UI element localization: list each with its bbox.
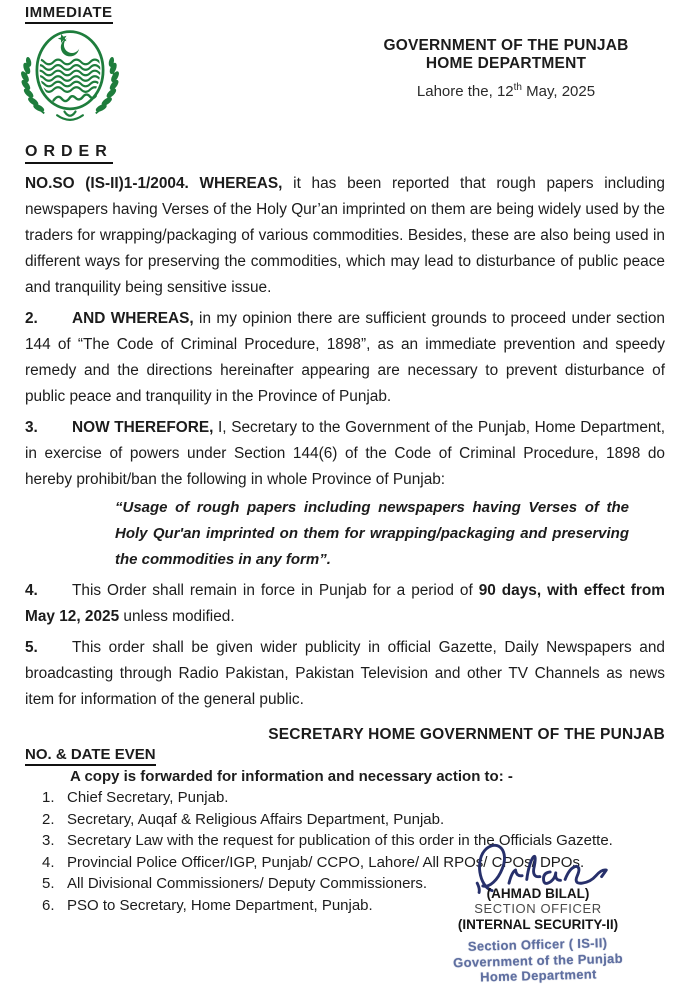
emblem-icon bbox=[13, 27, 127, 130]
case-number: NO.SO (IS-II)1-1/2004. WHEREAS, bbox=[25, 175, 283, 192]
org-name: GOVERNMENT OF THE PUNJAB bbox=[383, 37, 629, 54]
list-item: 5. All Divisional Commissioners/ Deputy Commissioners. bbox=[42, 875, 428, 892]
order-heading-label: ORDER bbox=[25, 143, 113, 164]
effective-period: 90 days, with effect from May 12, 2025 bbox=[25, 582, 665, 625]
paragraph-3: 3. NOW THEREFORE, I, Secretary to the Government of the Punjab, Home Department, in exercise of powers under Section 144(6) of the Code of Criminal Procedure, 1898 do hereby prohibit/ban the following in whole Province of Punjab: bbox=[25, 415, 665, 493]
letterhead-text bbox=[341, 25, 671, 100]
letterhead bbox=[25, 25, 665, 119]
paragraph-4: 4. This Order shall remain in force in Punjab for a period of 90 days, with effect from May 12, 2025 unless modified. bbox=[25, 578, 665, 630]
list-item: 2. Secretary, Auqaf & Religious Affairs Department, Punjab. bbox=[42, 810, 445, 828]
list-item: 1. Chief Secretary, Punjab. bbox=[42, 789, 229, 806]
stamp-line: Home Department bbox=[479, 966, 597, 985]
paragraph-2: 2. AND WHEREAS, in my opinion there are sufficient grounds to proceed under section 144 of “The Code of Criminal Procedure, 1898”, as an immediate prevention and speedy remedy and the directions hereinafter appearing are necessary to prevent disturbance of public peace and tranquility in the Province of Punjab. bbox=[25, 306, 665, 410]
punjab-government-emblem-logo bbox=[13, 27, 129, 135]
list-item: 3. Secretary Law with the request for publication of this order in the Officials Gazette. bbox=[42, 832, 613, 849]
priority-tag bbox=[25, 4, 665, 24]
dept-name: HOME DEPARTMENT bbox=[425, 55, 587, 72]
stamp-line: Government of the Punjab bbox=[452, 950, 624, 970]
list-item: 4. Provincial Police Officer/IGP, Punjab/ CCPO, Lahore/ All RPOs/ CPOs/ DPOs. bbox=[42, 853, 585, 871]
signatory-wing: (INTERNAL SECURITY-II) bbox=[457, 917, 619, 932]
signature-block bbox=[410, 842, 666, 984]
prohibition-quote: “Usage of rough papers including newspapers having Verses of the Holy Qur'an imprinted on them for wrapping/packaging and preserving the commodities in any form”. bbox=[115, 499, 629, 568]
no-and-date-label: NO. & DATE EVEN bbox=[25, 746, 665, 766]
paragraph-number: 5. bbox=[25, 639, 38, 656]
list-item: 6. PSO to Secretary, Home Department, Punjab. bbox=[42, 896, 373, 914]
paragraph-whereas: NO.SO (IS-II)1-1/2004. WHEREAS, it has been reported that rough papers including newspapers having Verses of the Holy Qur’an imprinted on them are being widely used by the traders for wrapping/packaging of various commodities. Besides, these are also being used in different ways for preserving the commodities, which may lead to disturbance of public peace and tranquility being sensitive issue. bbox=[25, 175, 665, 296]
stamp-line: Section Officer ( IS-II) bbox=[467, 935, 608, 954]
signatory-name: (AHMAD BILAL) bbox=[486, 886, 590, 901]
forwarding-note: A copy is forwarded for information and necessary action to: - bbox=[70, 768, 513, 785]
office-stamp bbox=[409, 934, 666, 987]
signatory-title: SECTION OFFICER bbox=[474, 901, 602, 916]
date-line: Lahore the, 12th May, 2025 bbox=[416, 82, 596, 100]
order-heading bbox=[25, 143, 665, 164]
paragraph-5: 5. This order shall be given wider publicity in official Gazette, Daily Newspapers and broadcasting through Radio Pakistan, Pakistan Television and other TV Channels as news item for information of the general public. bbox=[25, 635, 665, 713]
paragraph-number: 3. bbox=[25, 419, 38, 436]
signing-authority-line: SECRETARY HOME GOVERNMENT OF THE PUNJAB bbox=[268, 726, 665, 743]
paragraph-number: 4. bbox=[25, 582, 38, 599]
priority-tag-label: IMMEDIATE bbox=[25, 4, 113, 24]
paragraph-number: 2. bbox=[25, 310, 38, 327]
